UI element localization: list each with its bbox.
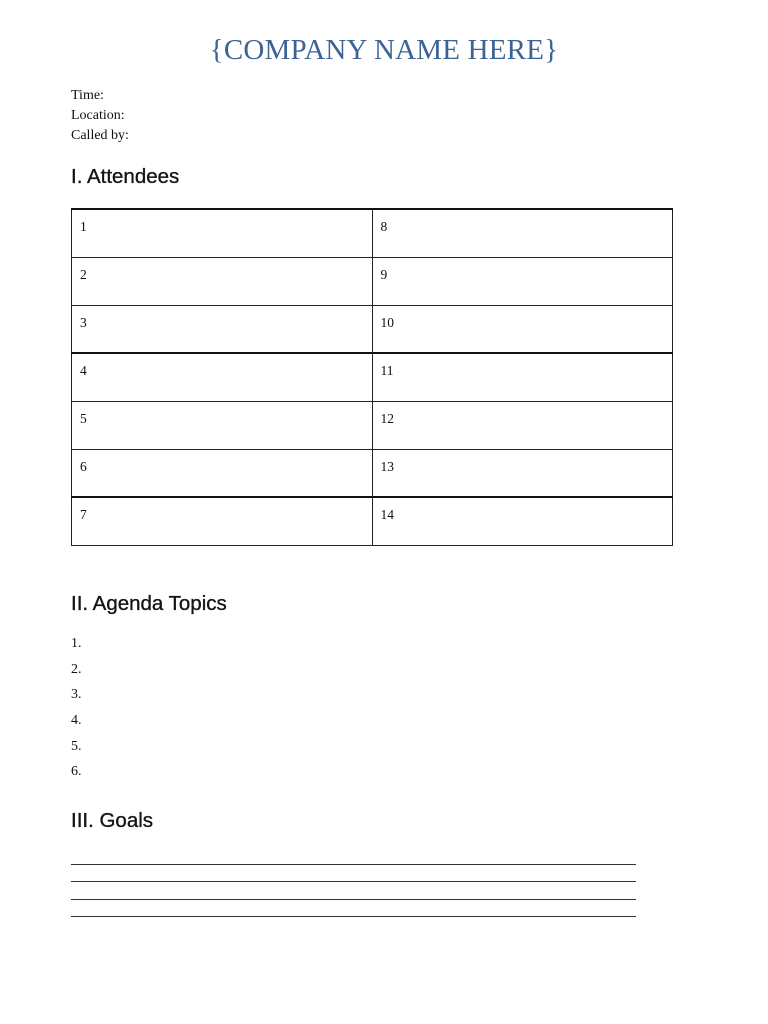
list-item: 2. <box>71 661 82 677</box>
agenda-heading: II. Agenda Topics <box>71 592 227 615</box>
called-by-label: Called by: <box>71 128 129 143</box>
table-cell: 11 <box>372 353 673 401</box>
table-cell: 3 <box>72 305 373 353</box>
goal-blank-line <box>71 881 636 882</box>
table-cell: 2 <box>72 257 373 305</box>
table-row <box>72 209 673 257</box>
table-cell: 1 <box>72 209 373 257</box>
list-item: 4. <box>71 713 82 729</box>
agenda-list <box>71 634 82 788</box>
table-row <box>72 305 673 353</box>
page-title: {COMPANY NAME HERE} <box>209 34 559 66</box>
table-cell: 14 <box>372 497 673 545</box>
table-row <box>72 449 673 497</box>
table-cell: 8 <box>372 209 673 257</box>
table-cell: 13 <box>372 449 673 497</box>
table-cell: 4 <box>72 353 373 401</box>
table-row <box>72 257 673 305</box>
table-row <box>72 401 673 449</box>
meeting-details <box>71 86 129 146</box>
table-row <box>72 497 673 545</box>
list-item: 5. <box>71 738 82 754</box>
time-label: Time: <box>71 88 104 103</box>
goal-blank-line <box>71 864 636 865</box>
goal-blank-line <box>71 916 636 917</box>
list-item: 1. <box>71 636 82 651</box>
table-cell: 5 <box>72 401 373 449</box>
goals-heading: III. Goals <box>71 809 154 832</box>
table-cell: 7 <box>72 497 373 545</box>
attendees-heading: I. Attendees <box>71 165 180 188</box>
location-label: Location: <box>71 108 125 123</box>
list-item: 6. <box>71 764 82 780</box>
goal-blank-line <box>71 899 636 900</box>
list-item: 3. <box>71 687 82 703</box>
table-cell: 12 <box>372 401 673 449</box>
table-row <box>72 353 673 401</box>
table-cell: 6 <box>72 449 373 497</box>
table-cell: 10 <box>372 305 673 353</box>
attendees-table <box>71 208 673 546</box>
table-cell: 9 <box>372 257 673 305</box>
